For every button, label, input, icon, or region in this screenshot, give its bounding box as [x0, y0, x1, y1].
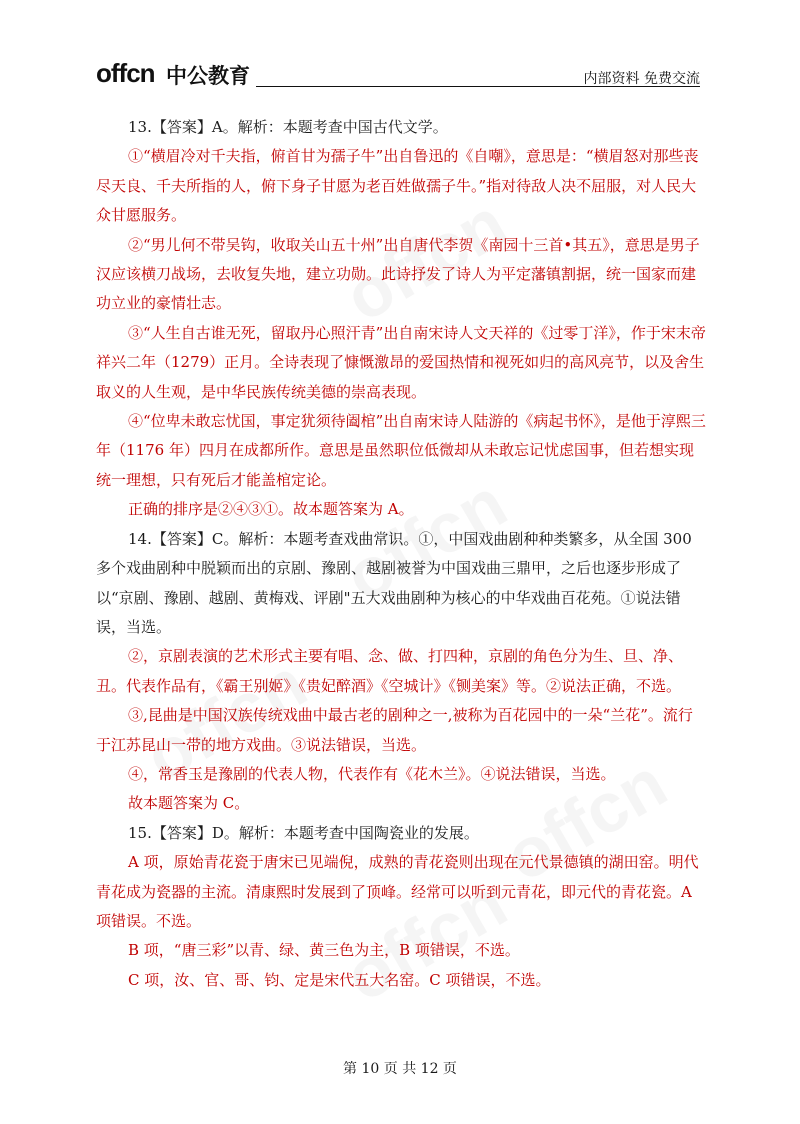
paragraph: B 项，“唐三彩”以青、绿、黄三色为主，B 项错误，不选。	[128, 941, 520, 960]
paragraph: ②，京剧表演的艺术形式主要有唱、念、做、打四种，京剧的角色分为生、旦、净、丑。代表作品有，《霸王别姬》《贵妃醉酒》《空城计》《铡美案》等。②说法正确，不选。	[96, 647, 684, 695]
paragraph: 13.【答案】A。解析：本题考查中国古代文学。	[128, 118, 448, 136]
paragraph: ④“位卑未敢忘忧国，事定犹须待阖棺”出自南宋诗人陆游的《病起书怀》，是他于淳熙三年（1176 年）四月在成都所作。意思是虽然职位低微却从未敢忘记忧虑国事，但若想实现统一理想，只有死后才能盖棺定论。	[96, 412, 706, 489]
page-number: 第 10 页 共 12 页	[343, 1061, 457, 1077]
paragraph: ①“横眉冷对千夫指，俯首甘为孺子牛”出自鲁迅的《自嘲》，意思是：“横眉怒对那些丧尽天良、千夫所指的人，俯下身子甘愿为老百姓做孺子牛。”指对待敌人决不屈服，对人民大众甘愿服务。	[96, 147, 699, 225]
paragraph: ④，常香玉是豫剧的代表人物，代表作有《花木兰》。④说法错误，当选。	[128, 764, 616, 783]
document-body	[96, 113, 707, 995]
paragraph: ②“男儿何不带吴钩，收取关山五十州”出自唐代李贺《南园十三首•其五》，意思是男子汉应该横刀战场，去收复失地，建立功勋。此诗抒发了诗人为平定藩镇割据，统一国家而建功立业的豪情壮志。	[96, 235, 700, 313]
paragraph: 14.【答案】C。解析：本题考查戏曲常识。①，中国戏曲剧种种类繁多，从全国 300 多个戏曲剧种中脱颖而出的京剧、豫剧、越剧被誉为中国戏曲三鼎甲，之后也逐步形成了以“京剧、豫剧、越剧、黄梅戏、评剧"五大戏曲剧种为核心的中华戏曲百花苑。①说法错误，当选。	[96, 529, 692, 636]
paragraph: 15.【答案】D。解析：本题考查中国陶瓷业的发展。	[128, 823, 479, 842]
paragraph: ③“人生自古谁无死，留取丹心照汗青”出自南宋诗人文天祥的《过零丁洋》，作于宋末帝祥兴二年（1279）正月。全诗表现了慷慨激昂的爱国热情和视死如归的高风亮节，以及舍生取义的人生观，是中华民族传统美德的崇高表现。	[96, 323, 706, 401]
paragraph: 故本题答案为 C。	[128, 794, 250, 813]
header-right-text: 内部资料 免费交流	[583, 71, 700, 87]
logo-chinese: 中公教育	[166, 64, 250, 88]
logo-latin: offcn	[96, 58, 155, 88]
paragraph: A 项，原始青花瓷于唐宋已见端倪，成熟的青花瓷则出现在元代景德镇的湖田窑。明代青花成为瓷器的主流。清康熙时发展到了顶峰。经常可以听到元青花，即元代的青花瓷。A 项错误。不选。	[96, 853, 699, 930]
paragraph: ③,昆曲是中国汉族传统戏曲中最古老的剧种之一,被称为百花园中的一朵“兰花”。流行于江苏昆山一带的地方戏曲。③说法错误，当选。	[96, 706, 693, 754]
paragraph: C 项，汝、官、哥、钧、定是宋代五大名窑。C 项错误，不选。	[128, 970, 551, 989]
paragraph: 正确的排序是②④③①。故本题答案为 A。	[128, 500, 414, 519]
page-header	[96, 60, 700, 90]
